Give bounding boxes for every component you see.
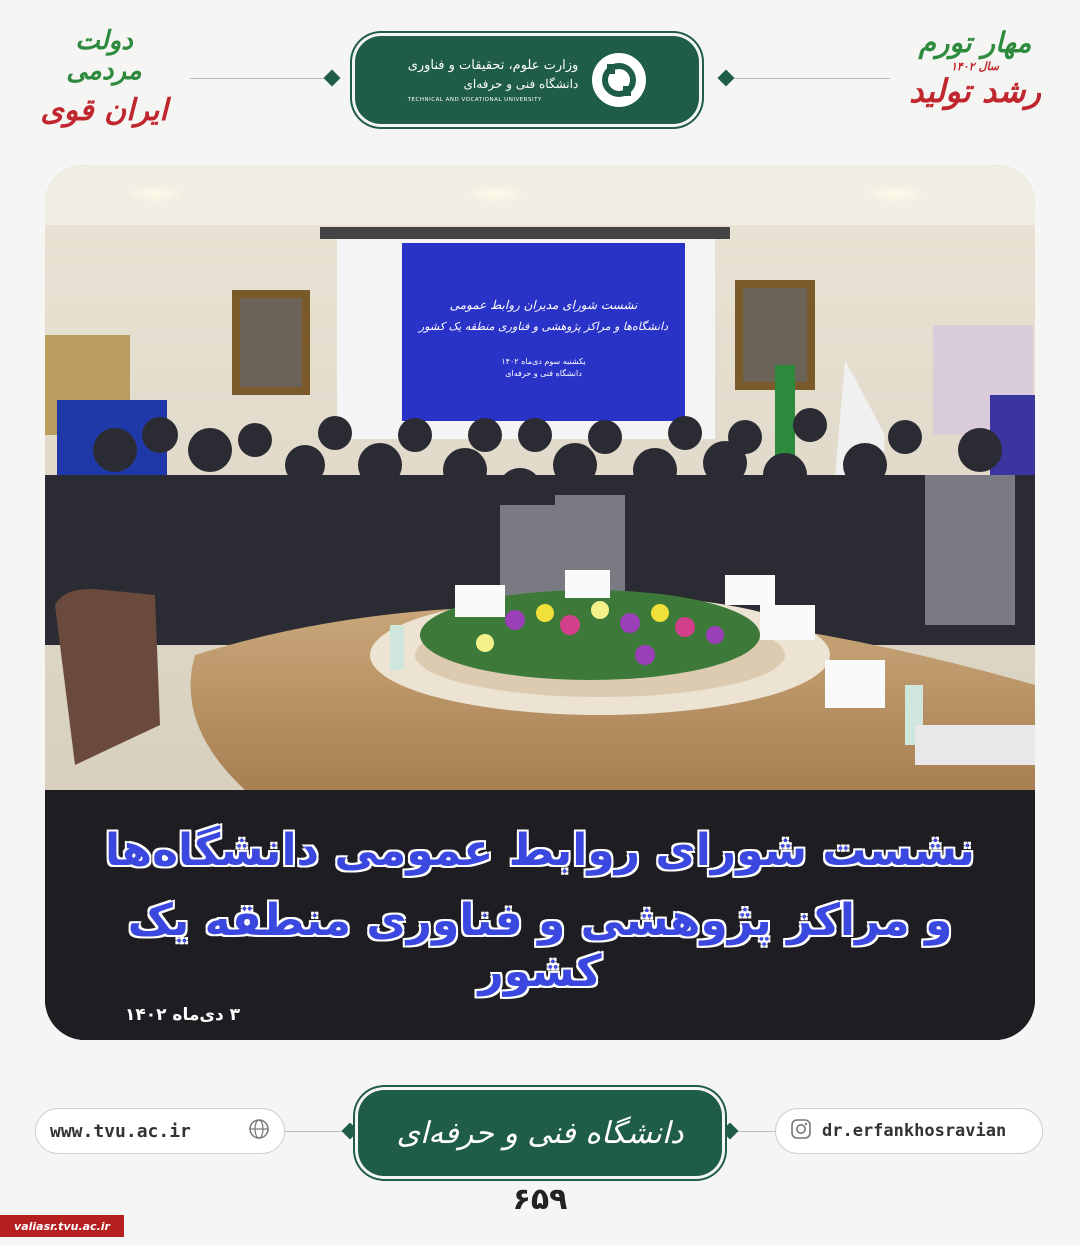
credit-badge[interactable]: valiasr.tvu.ac.ir (0, 1215, 124, 1237)
projector-screen-text (402, 243, 685, 421)
screen-line3: یکشنبه سوم دی‌ماه ۱۴۰۲ (501, 357, 586, 366)
slogan-right-line1: مهار تورم (918, 26, 1032, 59)
slogan-left-line1: دولت مردمی (66, 26, 142, 86)
screen-line1: نشست شورای مدیران روابط عمومی (449, 298, 638, 312)
footer-rule-right (735, 1131, 775, 1132)
ministry-line2: دانشگاه فنی و حرفه‌ای (463, 76, 579, 91)
page-number: ۶۵۹ (512, 1182, 568, 1217)
university-logo-icon (592, 53, 646, 107)
instagram-handle[interactable]: dr.erfankhosravian (822, 1121, 1007, 1141)
screen-line4: دانشگاه فنی و حرفه‌ای (505, 369, 582, 378)
website-url[interactable]: www.tvu.ac.ir (50, 1120, 191, 1142)
header-rule-left (190, 78, 330, 79)
news-card (45, 165, 1035, 1040)
diamond-ornament (342, 1123, 359, 1140)
diamond-ornament (722, 1123, 739, 1140)
news-date: ۳ دی‌ماه ۱۴۰۲ (125, 1005, 240, 1025)
university-header-badge (355, 36, 699, 124)
diamond-ornament (718, 70, 735, 87)
screen-line2: دانشگاه‌ها و مراکز پژوهشی و فناوری منطقه یک کشور (418, 320, 669, 333)
diamond-ornament (324, 70, 341, 87)
ministry-line3: TECHNICAL AND VOCATIONAL UNIVERSITY (407, 96, 542, 103)
slogan-left-line2: ایران قوی (40, 93, 168, 128)
slogan-right-line2: رشد تولید (909, 72, 1041, 110)
footer-rule-left (285, 1131, 345, 1132)
slogan-right (900, 26, 1050, 146)
website-pill[interactable] (35, 1108, 285, 1154)
caption-line2: و مراکز پژوهشی و فناوری منطقه یک کشور (127, 895, 953, 997)
footer-badge-text: دانشگاه فنی و حرفه‌ای (396, 1115, 684, 1151)
slogan-right-year: سال ۱۴۰۲ (950, 60, 1000, 73)
globe-icon (248, 1118, 270, 1145)
footer-university-badge (358, 1090, 722, 1176)
instagram-icon (790, 1118, 812, 1145)
caption-line1: نشست شورای روابط عمومی دانشگاه‌ها (105, 825, 975, 876)
header-rule-right (725, 78, 890, 79)
slogan-left (34, 26, 174, 136)
ministry-text (408, 58, 579, 103)
ministry-line1: وزارت علوم، تحقیقات و فناوری (407, 57, 579, 73)
instagram-pill[interactable] (775, 1108, 1043, 1154)
